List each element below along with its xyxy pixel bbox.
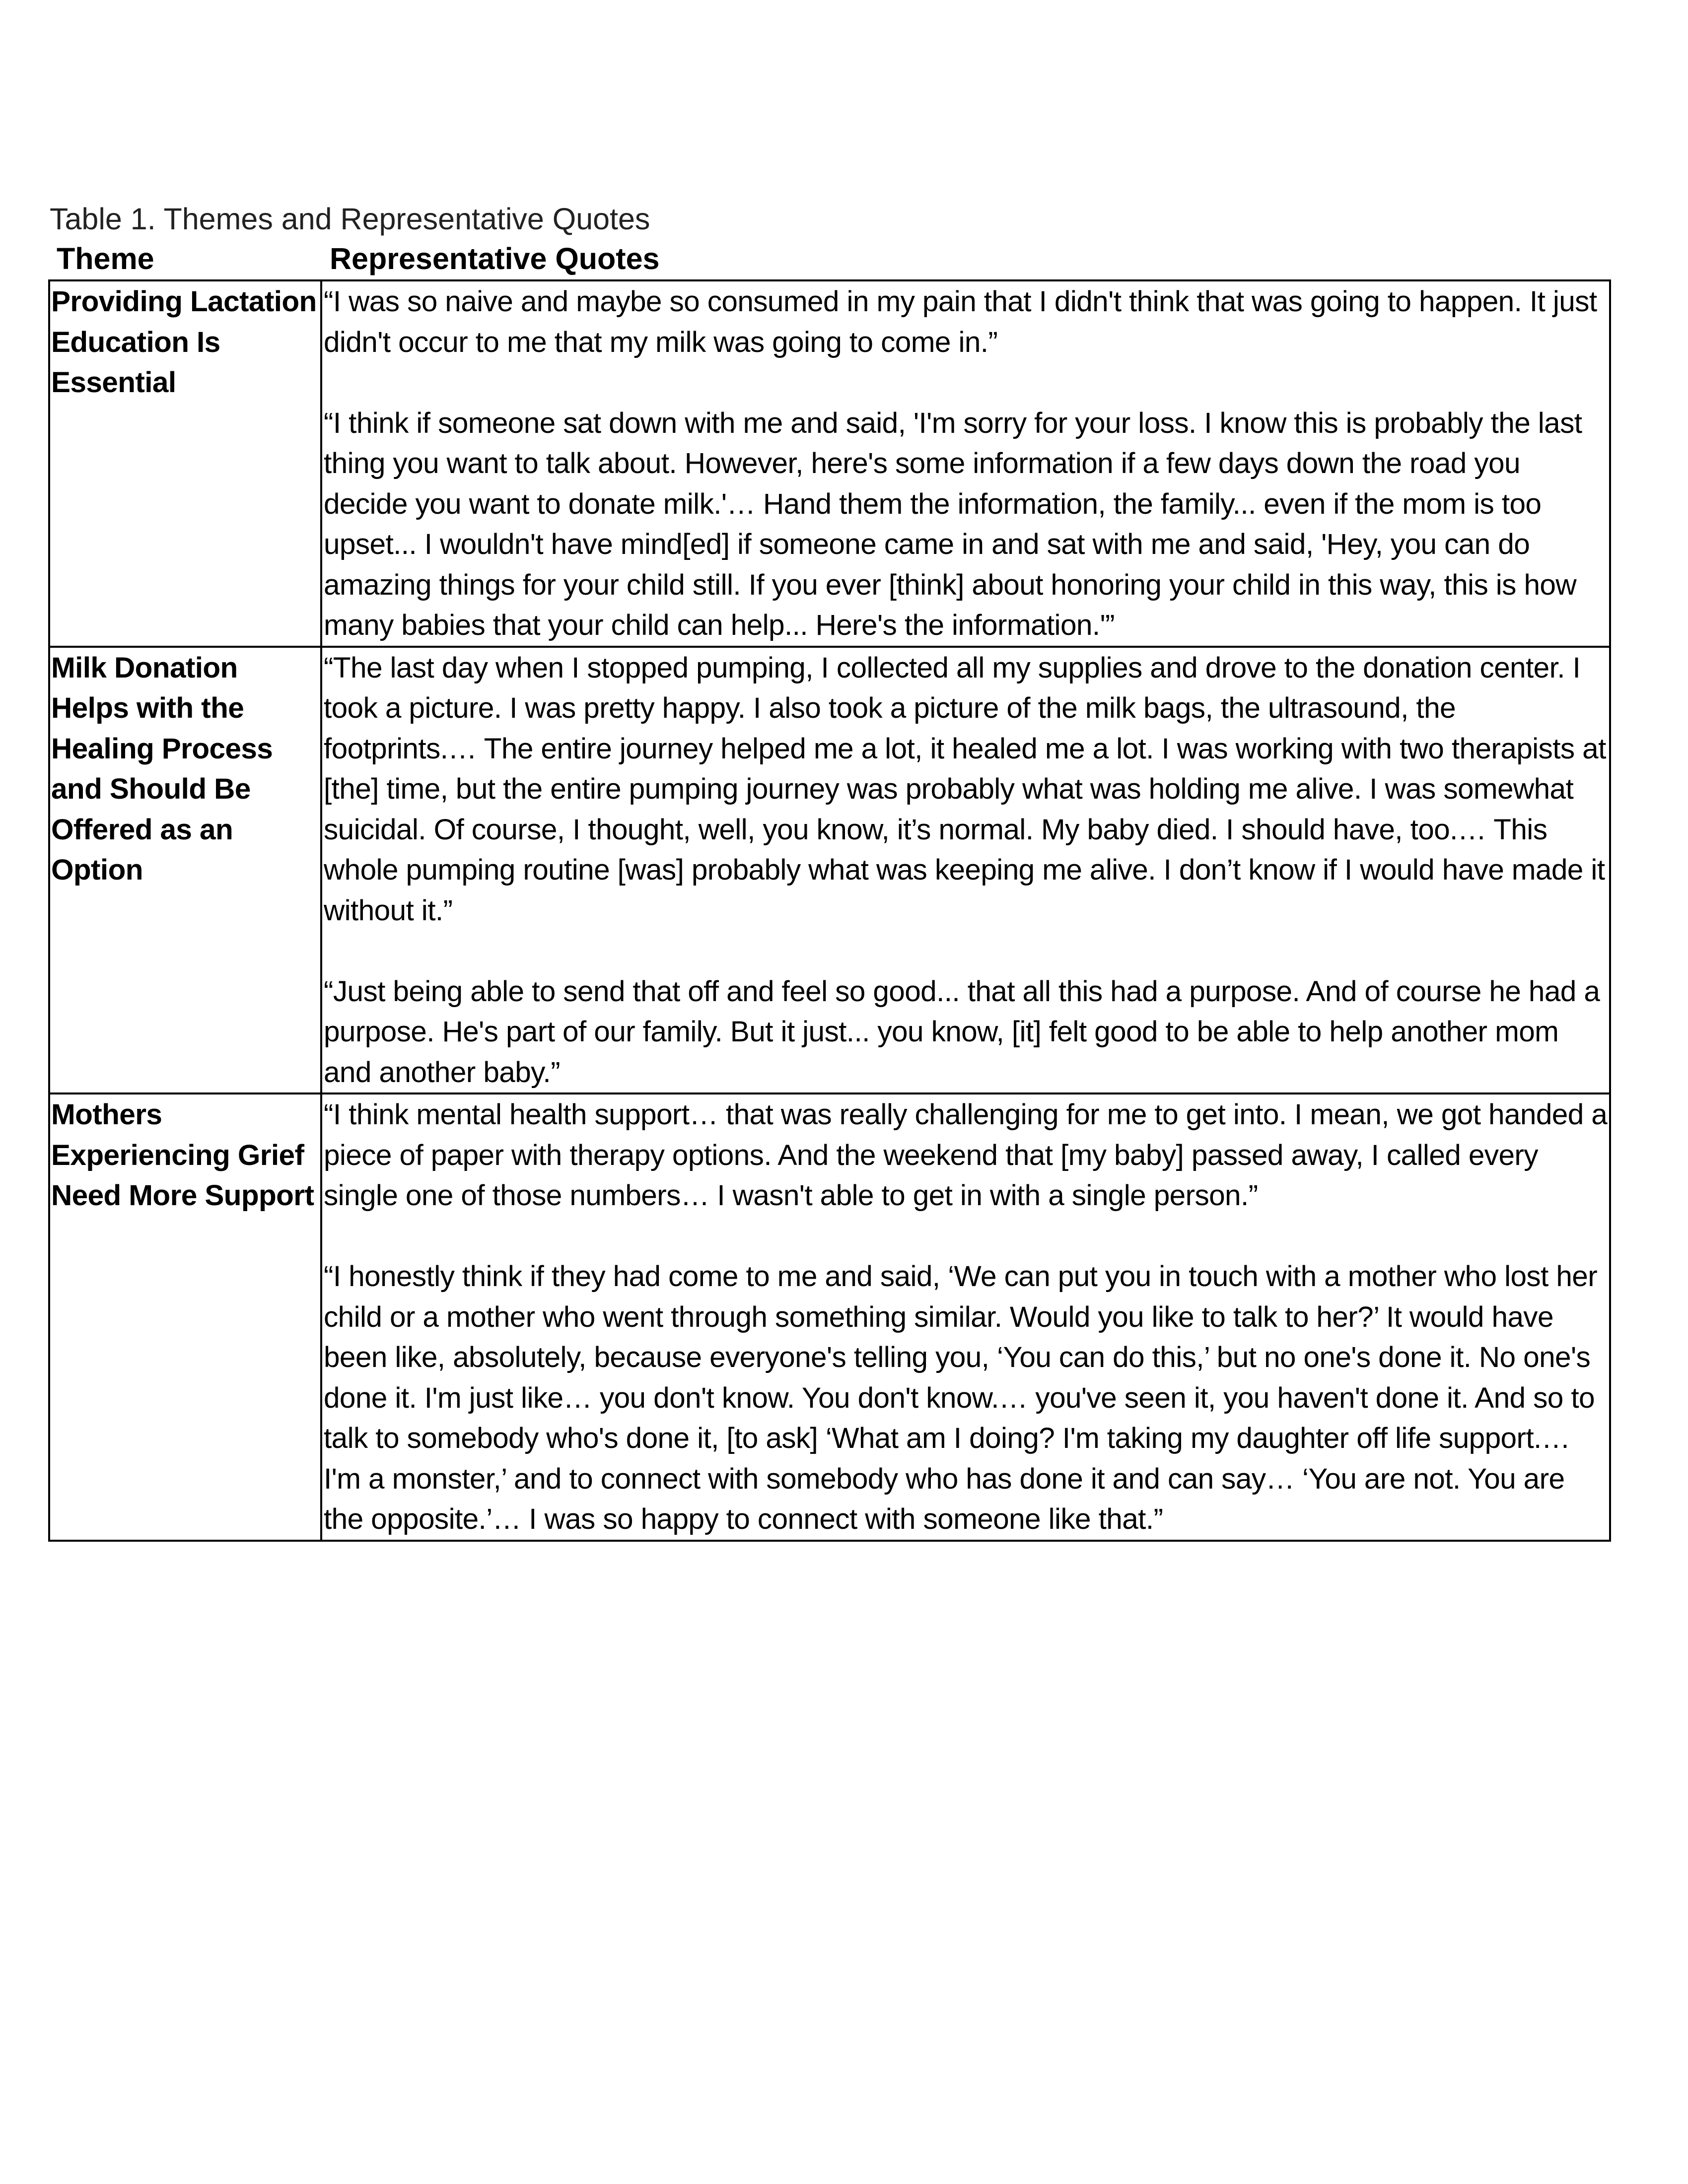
quote-text: “I think mental health support… that was really challenging for me to get into. I mean, we got handed a piece of paper with therapy options. And the weekend that [my baby] passed away, I called every single one of those numbers… I wasn't able to get in with a single person.” xyxy=(324,1098,1608,1212)
quote-text: “The last day when I stopped pumping, I collected all my supplies and drove to the donation center. I took a picture. I was pretty happy. I also took a picture of the milk bags, the ultrasound, the footprints.… The entire journey helped me a lot, it healed me a lot. I was working with two therapists at [the] time, but the entire pumping journey was probably what was holding me alive. I was somewhat suicidal. Of course, I thought, well, you know, it’s normal. My baby died. I should have, too.… This whole pumping routine [was] probably what was keeping me alive. I don’t know if I would have made it without it.” xyxy=(324,651,1606,927)
column-header-theme: Theme xyxy=(57,242,154,275)
quote-text: “Just being able to send that off and feel so good... that all this had a purpose. And of course he had a purpose. He's part of our family. But it just... you know, [it] felt good to be able to help another mom and another baby.” xyxy=(324,975,1600,1089)
theme-cell: Milk Donation Helps with the Healing Process and Should Be Offered as an Option xyxy=(50,648,322,1093)
themes-table xyxy=(48,279,1611,1542)
table-row xyxy=(50,281,1609,646)
quote-text: “I was so naive and maybe so consumed in my pain that I didn't think that was going to happen. It just didn't occur to me that my milk was going to come in.” xyxy=(324,285,1597,358)
table-row xyxy=(50,646,1609,1093)
column-header-quotes: Representative Quotes xyxy=(330,242,660,275)
theme-cell: Mothers Experiencing Grief Need More Support xyxy=(50,1094,322,1540)
quotes-cell xyxy=(322,1094,1609,1540)
quote-text: “I think if someone sat down with me and said, 'I'm sorry for your loss. I know this is probably the last thing you want to talk about. However, here's some information if a few days down the road you decide you want to donate milk.'… Hand them the information, the family... even if the mom is too upset... I wouldn't have mind[ed] if someone came in and sat with me and said, 'Hey, you can do amazing things for your child still. If you ever [think] about honoring your child in this way, this is how many babies that your child can help... Here's the information.'” xyxy=(324,407,1582,641)
quote-text: “I honestly think if they had come to me and said, ‘We can put you in touch with a mother who lost her child or a mother who went through something similar. Would you like to talk to her?’ It would have been like, absolutely, because everyone's telling you, ‘You can do this,’ but no one's done it. No one's done it. I'm just like… you don't know. You don't know.… you've seen it, you haven't done it. And so to talk to somebody who's done it, [to ask] ‘What am I doing? I'm taking my daughter off life support.… I'm a monster,’ and to connect with somebody who has done it and can say… ‘You are not. You are the opposite.’… I was so happy to connect with someone like that.” xyxy=(324,1260,1598,1535)
table-caption: Table 1. Themes and Representative Quotes xyxy=(50,202,650,236)
quotes-cell xyxy=(322,281,1609,646)
table-row xyxy=(50,1092,1609,1540)
theme-cell: Providing Lactation Education Is Essential xyxy=(50,281,322,646)
quotes-cell xyxy=(322,648,1609,1093)
table-header xyxy=(50,238,1614,279)
